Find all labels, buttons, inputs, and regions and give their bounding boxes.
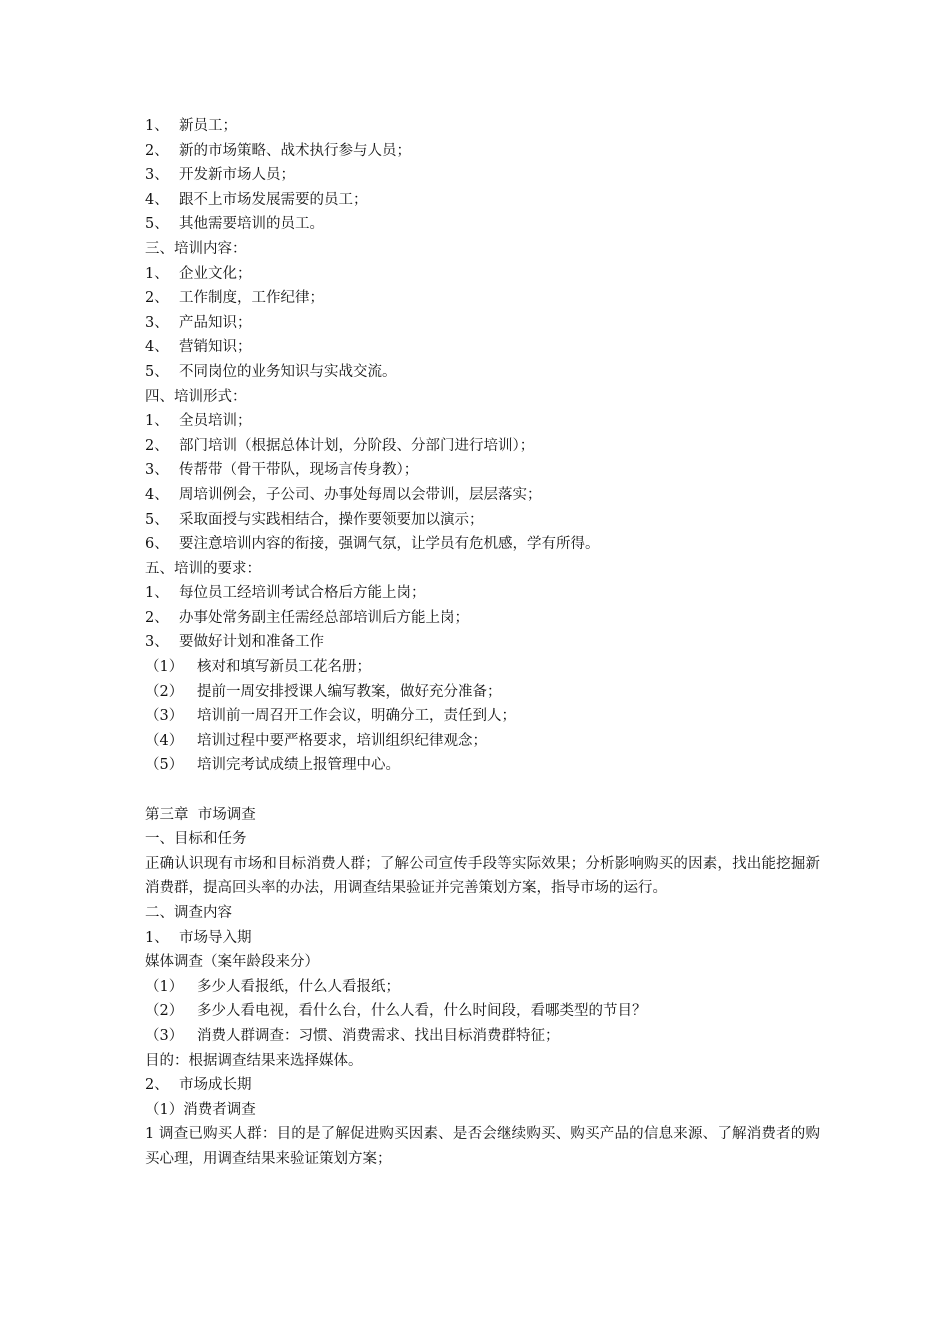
list-item	[145, 458, 820, 483]
list-item	[145, 581, 820, 606]
item-text: 跟不上市场发展需要的员工；	[179, 191, 368, 208]
item-text: 其他需要培训的员工。	[179, 216, 324, 233]
item-number: （2）	[145, 1003, 184, 1020]
item-number: 4、	[145, 486, 169, 503]
item-text: 多少人看电视，看什么台，什么人看，什么时间段，看哪类型的节目？	[197, 1003, 647, 1020]
item-text: 工作制度，工作纪律；	[179, 290, 324, 307]
item-number: 2、	[145, 290, 169, 307]
item-number: 1、	[145, 585, 169, 602]
item-number: 4、	[145, 339, 169, 356]
list-item	[145, 409, 820, 434]
sub-list-item	[145, 704, 820, 729]
item-text: 市场导入期	[179, 929, 252, 946]
list-item	[145, 508, 820, 533]
blank-line	[145, 778, 820, 803]
item-number: 3、	[145, 634, 169, 651]
subsection-heading: （1）消费者调查	[145, 1101, 256, 1118]
list-item	[145, 311, 820, 336]
list-item	[145, 114, 820, 139]
item-number: 2、	[145, 437, 169, 454]
list-item	[145, 212, 820, 237]
item-number: 3、	[145, 167, 169, 184]
section-heading: 一、目标和任务	[145, 831, 247, 848]
section-heading: 三、培训内容：	[145, 240, 247, 257]
sub-list-item	[145, 729, 820, 754]
item-number: 2、	[145, 609, 169, 626]
list-item	[145, 1073, 820, 1098]
list-item	[145, 188, 820, 213]
item-number: 5、	[145, 363, 169, 380]
item-number: 1、	[145, 265, 169, 282]
chapter-title: 第三章 市场调查	[145, 806, 256, 823]
item-number: 3、	[145, 462, 169, 479]
item-number: 1、	[145, 118, 169, 134]
item-text: 培训前一周召开工作会议，明确分工，责任到人；	[197, 708, 516, 725]
list-item	[145, 360, 820, 385]
item-number: （1）	[145, 978, 184, 995]
section-heading: 二、调查内容	[145, 905, 232, 921]
item-text: 部门培训（根据总体计划，分阶段、分部门进行培训）；	[179, 437, 535, 454]
item-text: 市场成长期	[179, 1077, 252, 1094]
purpose-text: 目的：根据调查结果来选择媒体。	[145, 1052, 363, 1069]
sub-list-item	[145, 1024, 820, 1049]
item-text: 培训过程中要严格要求，培训组织纪律观念；	[197, 732, 487, 749]
sub-list-item	[145, 975, 820, 1000]
sub-list-item	[145, 680, 820, 705]
item-text: 不同岗位的业务知识与实战交流。	[179, 363, 397, 380]
item-number: 5、	[145, 511, 169, 528]
list-item	[145, 483, 820, 508]
item-number: （3）	[145, 1027, 184, 1044]
item-number: 3、	[145, 314, 169, 331]
list-item	[145, 532, 820, 557]
item-text: 营销知识；	[179, 339, 252, 356]
item-text: 多少人看报纸，什么人看报纸；	[197, 978, 400, 995]
item-text: 要注意培训内容的衔接，强调气氛，让学员有危机感，学有所得。	[179, 536, 600, 553]
list-item	[145, 926, 820, 951]
list-item	[145, 139, 820, 164]
item-text: 传帮带（骨干带队，现场言传身教）；	[179, 462, 419, 479]
document-body	[145, 114, 820, 1172]
subsection-heading: 媒体调查（案年龄段来分）	[145, 954, 319, 971]
item-number: （3）	[145, 708, 184, 725]
list-item	[145, 606, 820, 631]
section-heading: 五、培训的要求：	[145, 560, 261, 577]
paragraph: 正确认识现有市场和目标消费人群；了解公司宣传手段等实际效果；分析影响购买的因素，找出能挖掘新消费群，提高回头率的办法，用调查结果验证并完善策划方案，指导市场的运行。	[145, 855, 820, 897]
item-text: 提前一周安排授课人编写教案，做好充分准备；	[197, 683, 502, 700]
item-number: （2）	[145, 683, 184, 700]
section-heading: 四、培训形式：	[145, 388, 247, 405]
item-number: 1、	[145, 929, 169, 946]
item-text: 每位员工经培训考试合格后方能上岗；	[179, 585, 426, 602]
list-item	[145, 262, 820, 287]
item-text: 全员培训；	[179, 413, 252, 430]
item-text: 培训完考试成绩上报管理中心。	[197, 757, 400, 774]
list-item	[145, 335, 820, 360]
item-number: 6、	[145, 536, 169, 553]
item-text: 开发新市场人员；	[179, 167, 295, 184]
item-text: 新员工；	[179, 118, 237, 134]
item-text: 核对和填写新员工花名册；	[197, 659, 371, 676]
item-number: 2、	[145, 142, 169, 159]
item-number: 4、	[145, 191, 169, 208]
item-number: 2、	[145, 1077, 169, 1094]
item-text: 产品知识；	[179, 314, 252, 331]
item-text: 办事处常务副主任需经总部培训后方能上岗；	[179, 609, 469, 626]
list-item	[145, 163, 820, 188]
item-number: （4）	[145, 732, 184, 749]
item-text: 消费人群调查：习惯、消费需求、找出目标消费群特征；	[197, 1027, 560, 1044]
item-text: 要做好计划和准备工作	[179, 634, 324, 651]
sub-list-item	[145, 655, 820, 680]
item-number: 5、	[145, 216, 169, 233]
list-item	[145, 434, 820, 459]
item-text: 采取面授与实践相结合，操作要领要加以演示；	[179, 511, 484, 528]
item-number: （5）	[145, 757, 184, 774]
sub-list-item	[145, 753, 820, 778]
item-number: 1、	[145, 413, 169, 430]
item-text: 企业文化；	[179, 265, 252, 282]
sub-list-item	[145, 999, 820, 1024]
item-text: 周培训例会，子公司、办事处每周以会带训，层层落实；	[179, 486, 542, 503]
list-item	[145, 286, 820, 311]
item-number: （1）	[145, 659, 184, 676]
item-text: 新的市场策略、战术执行参与人员；	[179, 142, 411, 159]
list-item	[145, 630, 820, 655]
paragraph: 1 调查已购买人群：目的是了解促进购买因素、是否会继续购买、购买产品的信息来源、了解消费者的购买心理，用调查结果来验证策划方案；	[145, 1126, 820, 1167]
